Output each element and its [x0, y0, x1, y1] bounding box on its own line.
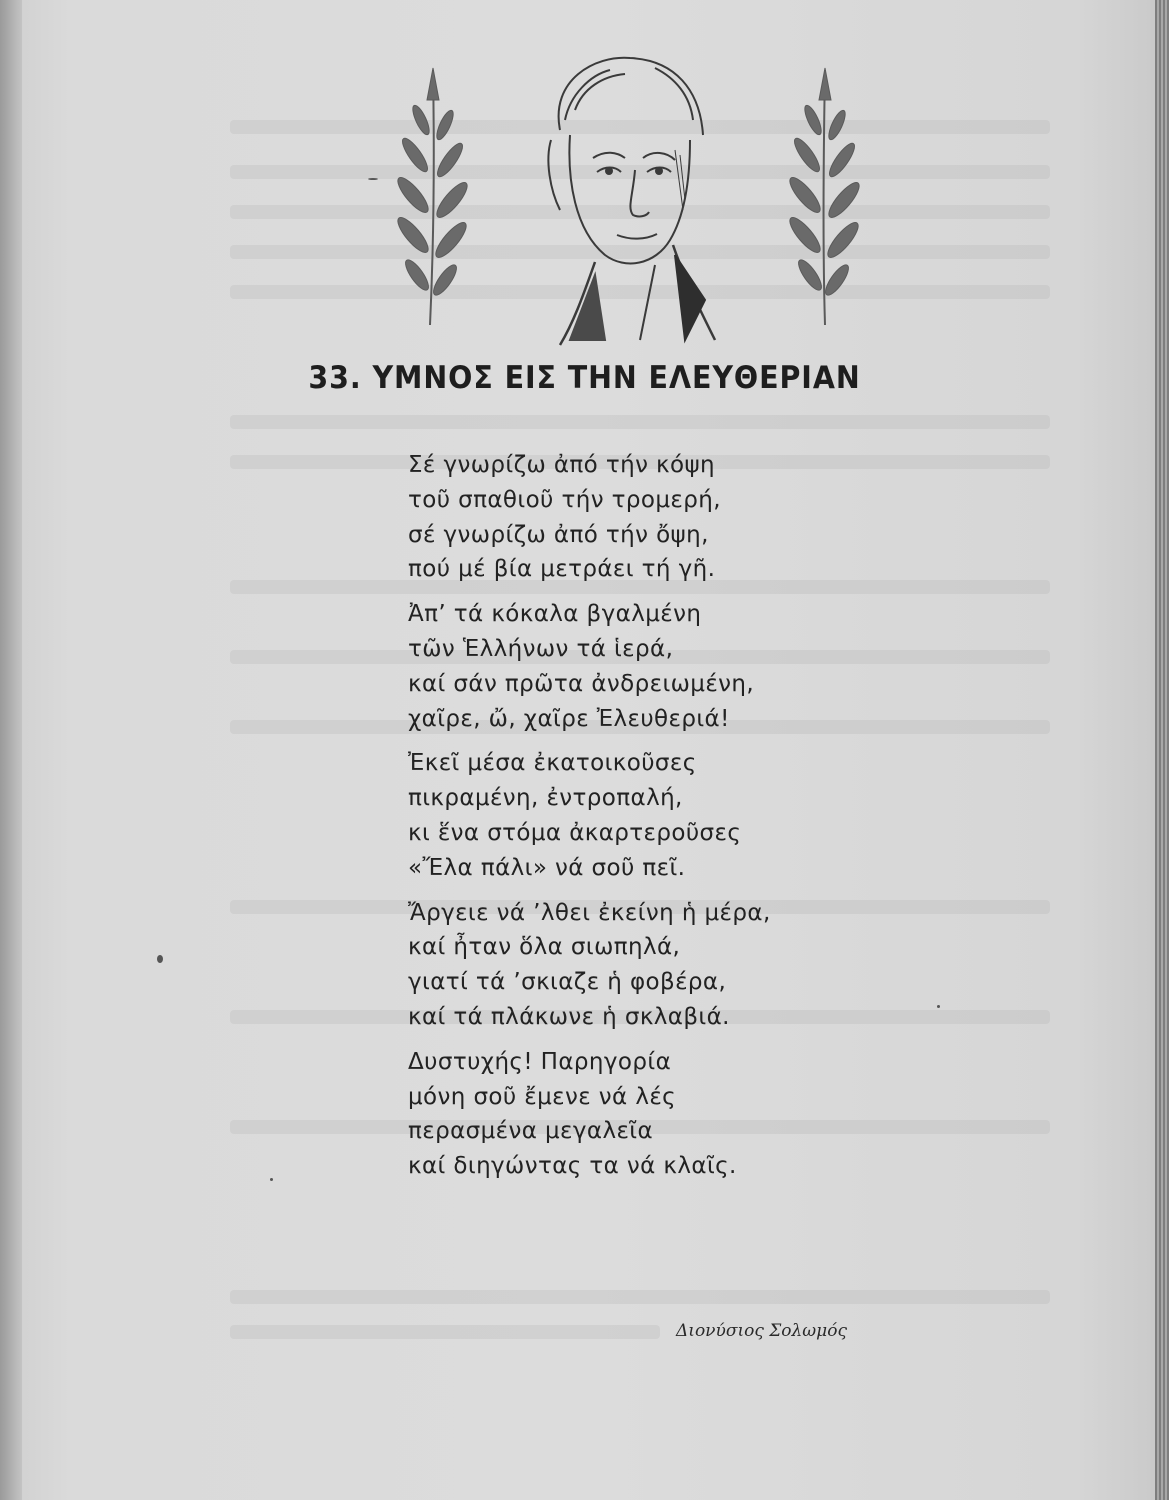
laurel-branch-icon [785, 68, 863, 325]
poem-line: τοῦ σπαθιοῦ τήν τρομερή, [408, 486, 721, 513]
poem-line: τῶν Ἑλλήνων τά ἱερά, [408, 635, 674, 662]
poem-line: Ἐκεῖ μέσα ἐκατοικοῦσες [408, 750, 697, 777]
poem-line: γιατί τά ’σκιαζε ἡ φοβέρα, [408, 969, 727, 996]
stanza [408, 1045, 1008, 1184]
poem-line: Σέ γνωρίζω ἀπό τήν κόψη [408, 452, 716, 478]
bleed-through [230, 1325, 660, 1339]
poem-line: σέ γνωρίζω ἀπό τήν ὄψη, [408, 521, 709, 548]
poem-body [408, 448, 1008, 1194]
laurel-branch-icon [393, 68, 471, 325]
poem-line: περασμένα μεγαλεῖα [408, 1118, 654, 1145]
page-edges [1155, 0, 1169, 1500]
poem-title: 33. ΥΜΝΟΣ ΕΙΣ ΤΗΝ ΕΛΕΥΘΕΡΙΑΝ [308, 360, 861, 396]
stanza [408, 896, 1008, 1035]
bleed-through [230, 415, 1050, 429]
poem-author: Διονύσιος Σολωμός [676, 1321, 847, 1341]
print-speck [368, 178, 378, 180]
stanza [408, 746, 1008, 885]
poem-line: Δυστυχής! Παρηγορία [408, 1048, 672, 1075]
header-emblem [355, 40, 865, 360]
print-speck [270, 1178, 273, 1181]
bleed-through [230, 1290, 1050, 1304]
poem-line: πού μέ βία μετράει τή γῆ. [408, 556, 716, 583]
page-gutter [0, 0, 22, 1500]
poem-line: χαῖρε, ὤ, χαῖρε Ἐλευθεριά! [408, 705, 730, 732]
poem-line: καί ἦταν ὅλα σιωπηλά, [408, 934, 681, 961]
poem-line: Ἄργειε νά ’λθει ἐκείνη ἡ μέρα, [408, 899, 771, 926]
portrait-engraving [548, 58, 715, 345]
print-speck [937, 1005, 940, 1008]
poem-line: καί σάν πρῶτα ἀνδρειωμένη, [408, 670, 755, 697]
print-speck [157, 955, 163, 963]
stanza [408, 448, 1008, 587]
poem-line: καί διηγώντας τα νά κλαῖς. [408, 1153, 737, 1180]
stanza [408, 597, 1008, 736]
poem-line: πικραμένη, ἐντροπαλή, [408, 785, 683, 812]
poem-line: μόνη σοῦ ἔμενε νά λές [408, 1083, 677, 1110]
poem-line: καί τά πλάκωνε ἡ σκλαβιά. [408, 1003, 730, 1030]
poem-line: κι ἕνα στόμα ἀκαρτεροῦσες [408, 819, 742, 846]
poem-line: Ἀπ’ τά κόκαλα βγαλμένη [408, 601, 702, 628]
poem-line: «Ἔλα πάλι» νά σοῦ πεῖ. [408, 854, 686, 881]
